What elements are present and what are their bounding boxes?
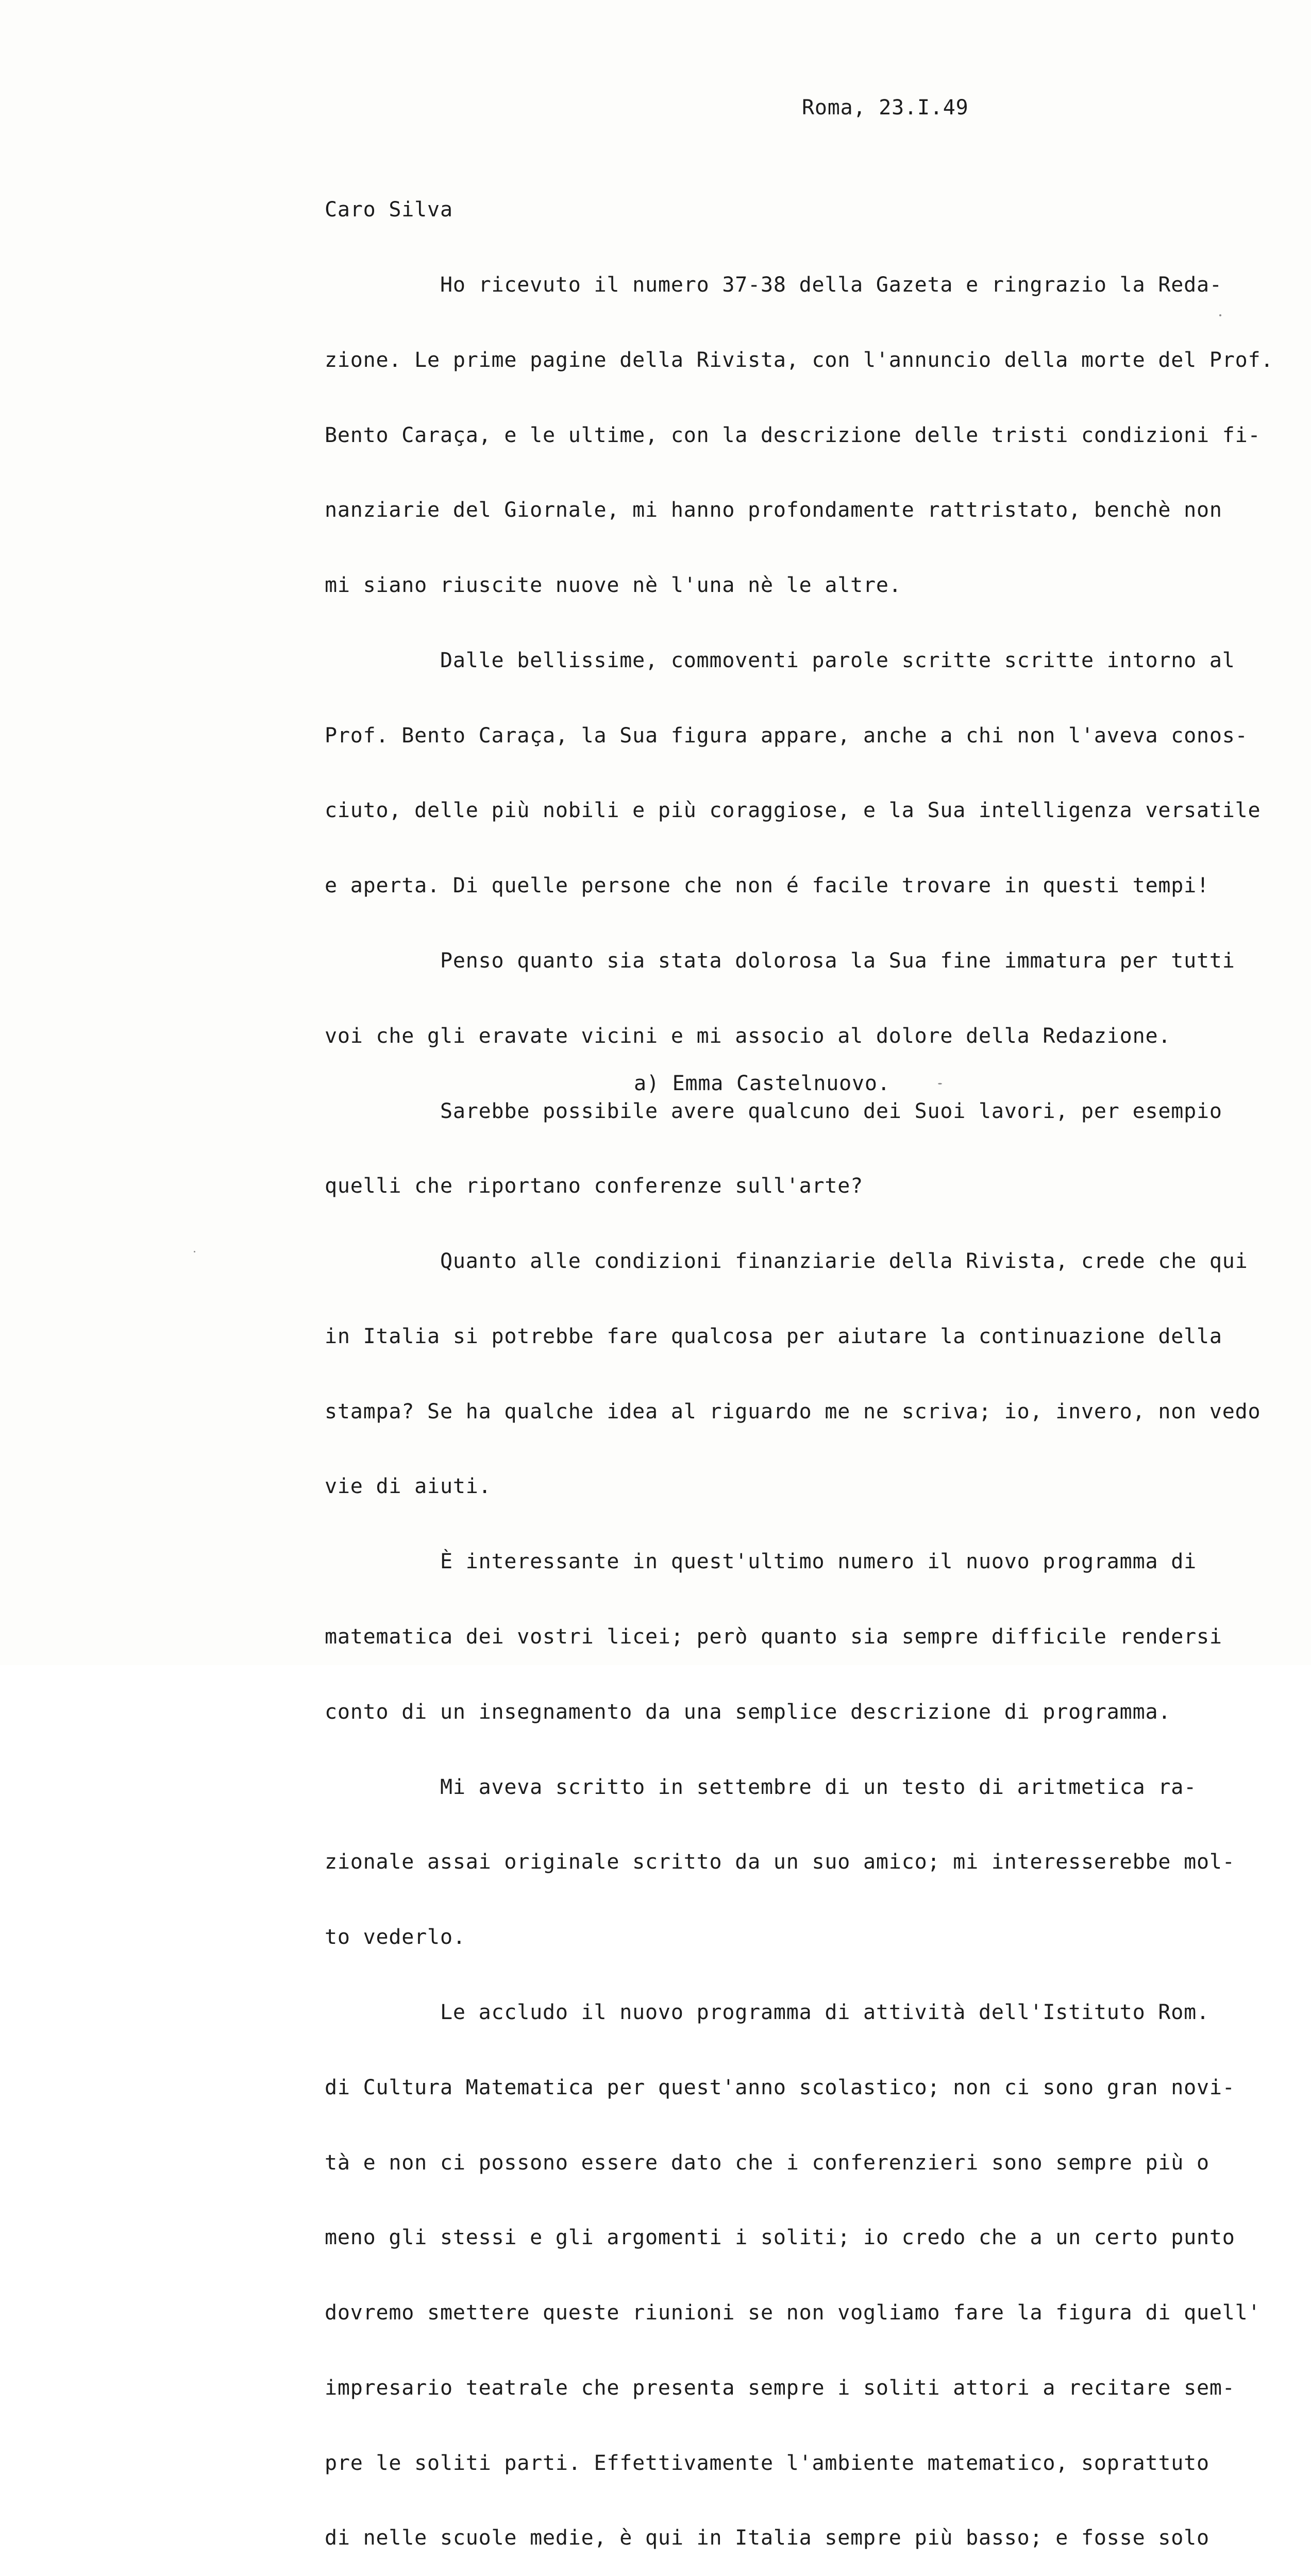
body-line: impresario teatrale che presenta sempre i soliti attori a recitare sem- [325,2376,1235,2400]
body-line: di Cultura Matematica per quest'anno scolastico; non ci sono gran novi- [325,2075,1235,2099]
signature: a) Emma Castelnuovo. [634,1072,890,1095]
body-line: Bento Caraça, e le ultime, con la descrizione delle tristi condizioni fi- [325,423,1261,447]
body-line: di nelle scuole medie, è qui in Italia sempre più basso; e fosse solo [325,2526,1209,2550]
body-line: mi siano riuscite nuove nè l'una nè le altre. [325,573,902,598]
body-line: to vederlo. [325,1925,466,1950]
body-line: Sarebbe possibile avere qualcuno dei Suoi lavori, per esempio [325,1099,1222,1123]
body-line: pre le soliti parti. Effettivamente l'ambiente matematico, soprattuto [325,2451,1209,2475]
dateline: Roma, 23.I.49 [802,96,969,120]
body-line: in Italia si potrebbe fare qualcosa per aiutare la continuazione della [325,1324,1222,1348]
body-line: Le accludo il nuovo programma di attività dell'Istituto Rom. [325,2000,1209,2024]
paper-speck [194,1251,195,1252]
body-line: Quanto alle condizioni finanziarie della Rivista, crede che qui [325,1249,1248,1274]
body-line: dovremo smettere queste riunioni se non vogliamo fare la figura di quell' [325,2301,1261,2325]
body-line: e aperta. Di quelle persone che non é facile trovare in questi tempi! [325,874,1209,898]
body-line: Ho ricevuto il numero 37-38 della Gazeta e ringrazio la Reda- [325,273,1222,297]
paper-speck [938,1083,942,1084]
body-line: ciuto, delle più nobili e più coraggiose, e la Sua intelligenza versatile [325,799,1261,823]
body-line: stampa? Se ha qualche idea al riguardo me ne scriva; io, invero, non vedo [325,1399,1261,1423]
body-line: conto di un insegnamento da una semplice descrizione di programma. [325,1700,1171,1724]
body-line: voi che gli eravate vicini e mi associo al dolore della Redazione. [325,1024,1171,1048]
body-line: È interessante in quest'ultimo numero il nuovo programma di [325,1550,1197,1574]
body-line: zionale assai originale scritto da un suo amico; mi interesserebbe mol- [325,1850,1235,1874]
body-line: tà e non ci possono essere dato che i conferenzieri sono sempre più o [325,2150,1209,2175]
paper-speck [1219,314,1221,316]
letter-body [325,147,1273,2576]
body-line: zione. Le prime pagine della Rivista, con l'annuncio della morte del Prof. [325,348,1274,372]
body-line: Mi aveva scritto in settembre di un testo di aritmetica ra- [325,1775,1197,1799]
body-line: matematica dei vostri licei; però quanto sia sempre difficile rendersi [325,1625,1222,1649]
body-line: nanziarie del Giornale, mi hanno profondamente rattristato, benchè non [325,498,1222,522]
body-line: Dalle bellissime, commoventi parole scritte scritte intorno al [325,648,1235,672]
body-line: meno gli stessi e gli argomenti i soliti; io credo che a un certo punto [325,2226,1235,2250]
body-line: Prof. Bento Caraça, la Sua figura appare, anche a chi non l'aveva conos- [325,723,1248,748]
body-line: Caro Silva [325,198,453,222]
body-line: quelli che riportano conferenze sull'arte? [325,1174,864,1198]
body-line: vie di aiuti. [325,1475,492,1499]
body-line: Penso quanto sia stata dolorosa la Sua fine immatura per tutti [325,949,1235,973]
